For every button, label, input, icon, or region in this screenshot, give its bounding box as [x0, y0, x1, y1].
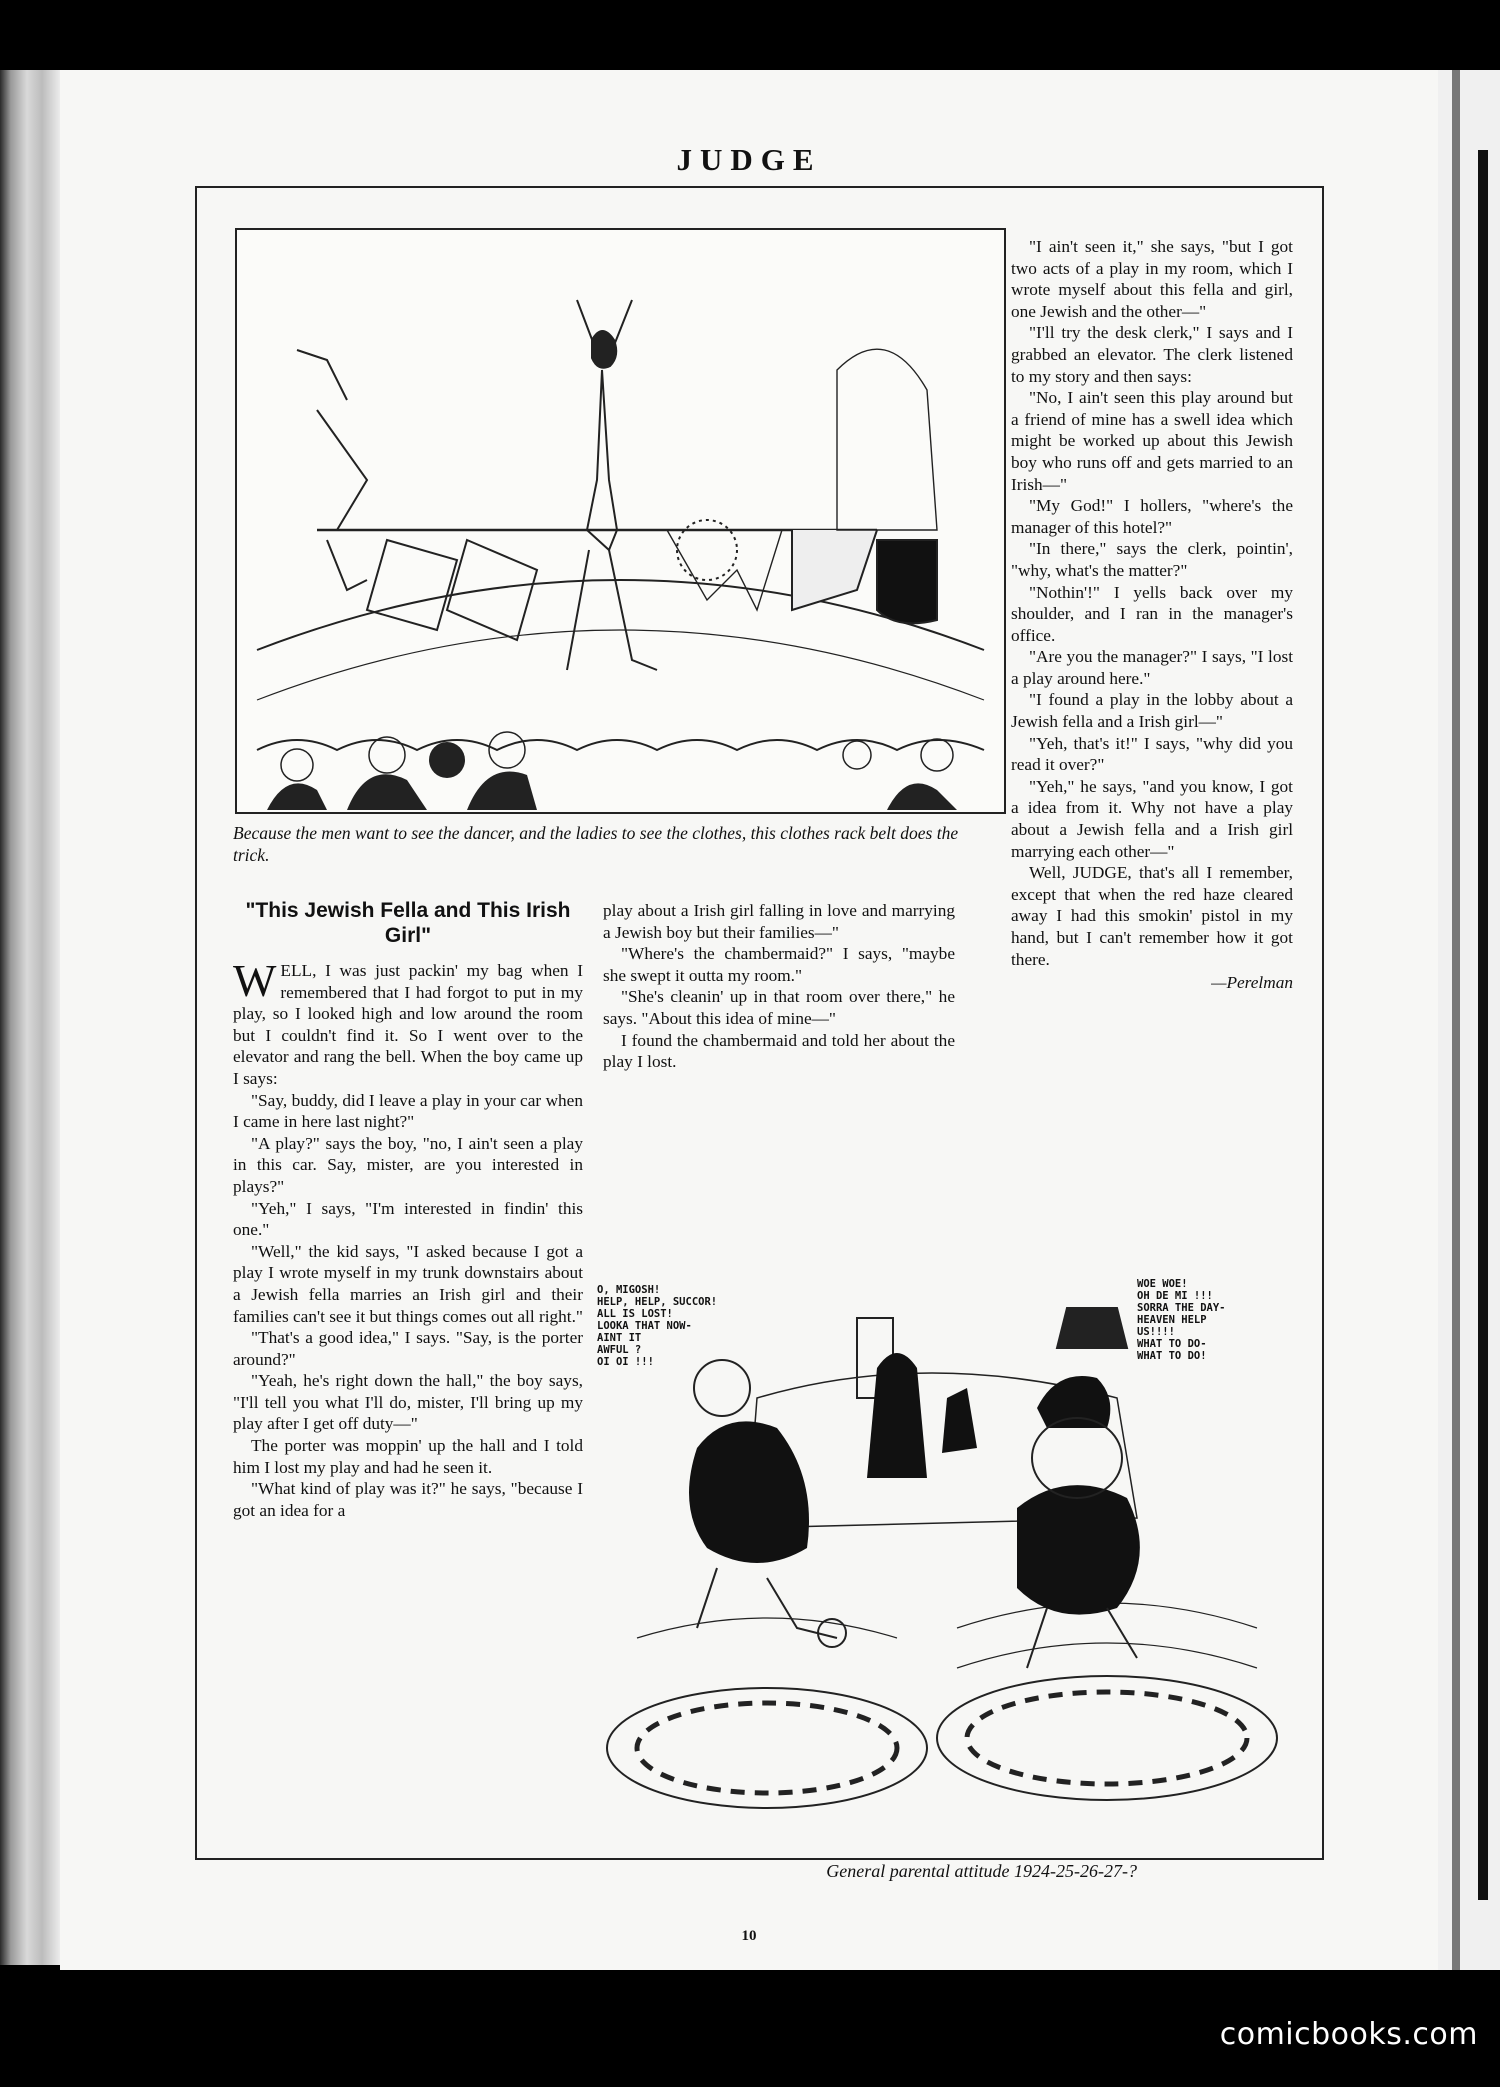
- article-column-2: [603, 900, 955, 1073]
- book-binding-left: [0, 70, 60, 1965]
- site-watermark: comicbooks.com: [1219, 2017, 1478, 2052]
- magazine-title: JUDGE: [676, 142, 822, 177]
- magazine-page: [60, 70, 1438, 1970]
- paragraph: "I found a play in the lobby about a Jewish fella and a Irish girl—": [1011, 690, 1293, 732]
- paragraph: "Yeah, he's right down the hall," the boy says, "I'll tell you what I'll do, mister, I'll bring up my play after I get off duty—": [233, 1371, 583, 1434]
- paragraph: "In there," says the clerk, pointin', "why, what's the matter?": [1011, 539, 1293, 580]
- paragraph: "Nothin'!" I yells back over my shoulder, and I ran in the manager's office.: [1011, 582, 1293, 645]
- paragraph: I found the chambermaid and told her about the play I lost.: [603, 1030, 955, 1072]
- paragraph: "I'll try the desk clerk," I says and I grabbed an elevator. The clerk listened to my story and then says:: [1011, 323, 1293, 386]
- content-frame: [195, 186, 1324, 1881]
- paragraph: "Are you the manager?" I says, "I lost a play around here.": [1011, 647, 1293, 688]
- paragraph: "My God!" I hollers, "where's the manager of this hotel?": [1011, 496, 1293, 537]
- parents-cartoon-caption: General parental attitude 1924-25-26-27-?: [826, 1861, 1137, 1881]
- paragraph: "She's cleanin' up in that room over there," he says. "About this idea of mine—": [603, 987, 955, 1028]
- paragraph: "Well," the kid says, "I asked because I got a play I wrote myself in my trunk downstairs about a Jewish fella marries an Irish girl and their families can't see it but things comes out all right.": [233, 1241, 583, 1326]
- paragraph: The porter was moppin' up the hall and I told him I lost my play and had he seen it.: [233, 1436, 583, 1477]
- dancer-cartoon-caption: Because the men want to see the dancer, and the ladies to see the clothes, this clothes rack belt does the trick.: [233, 823, 959, 865]
- dropcap: W: [233, 955, 277, 1006]
- paragraph: "Say, buddy, did I leave a play in your car when I came in here last night?": [233, 1090, 583, 1132]
- paragraph: "Where's the chambermaid?" I says, "maybe she swept it outta my room.": [603, 944, 955, 985]
- paragraph: play about a Irish girl falling in love and marrying a Jewish boy but their families—": [603, 901, 955, 942]
- paragraph: Well, JUDGE, that's all I remember, except that when the red haze cleared away I had this smokin' pistol in my hand, but I can't remember how it got there.: [1011, 863, 1293, 969]
- speech-balloon-mother: WOE WOE! OH DE MI !!! SORRA THE DAY- HEAVEN HELP US!!!! WHAT TO DO- WHAT TO DO!: [1137, 1278, 1226, 1362]
- paragraph: "Yeh," he says, "and you know, I got a idea from it. Why not have a play about a Jewish fella and a Irish girl marrying each other—": [1011, 776, 1293, 861]
- page-number: 10: [741, 1928, 757, 1944]
- author-signature: —Perelman: [1211, 973, 1293, 993]
- article-column-3: [1011, 236, 1293, 994]
- dancer-illustration: [237, 230, 1004, 812]
- paragraph: "No, I ain't seen this play around but a friend of mine has a swell idea which might be worked up about this Jewish boy who runs off and gets married to an Irish—": [1011, 388, 1293, 494]
- article-column-1: [233, 898, 583, 1521]
- dancer-cartoon: [235, 228, 1006, 814]
- parents-cartoon: [597, 1278, 1297, 1838]
- speech-balloon-father: O, MIGOSH! HELP, HELP, SUCCOR! ALL IS LOST! LOOKA THAT NOW- AINT IT AWFUL ? OI OI !!!: [597, 1284, 718, 1368]
- article-headline: "This Jewish Fella and This Irish Girl": [245, 899, 571, 947]
- paragraph: "A play?" says the boy, "no, I ain't seen a play in this car. Say, mister, are you interested in plays?": [233, 1133, 583, 1196]
- article-opening-paragraph: WELL, I was just packin' my bag when I remembered that I had forgot to put in my play, so I looked high and low around the room but I couldn't find it. So I went over to the elevator and rang the bell. When the boy came up I says:: [233, 955, 583, 1088]
- paragraph: "Yeh," I says, "I'm interested in findin' this one.": [233, 1198, 583, 1240]
- paragraph: "Yeh, that's it!" I says, "why did you read it over?": [1011, 733, 1293, 775]
- paragraph: "I ain't seen it," she says, "but I got two acts of a play in my room, which I wrote myself about this fella and girl, one Jewish and the other—": [1011, 237, 1293, 321]
- adjacent-page-edge: [1438, 70, 1500, 1970]
- paragraph: "What kind of play was it?" he says, "because I got an idea for a: [233, 1479, 583, 1520]
- paragraph: "That's a good idea," I says. "Say, is the porter around?": [233, 1328, 583, 1369]
